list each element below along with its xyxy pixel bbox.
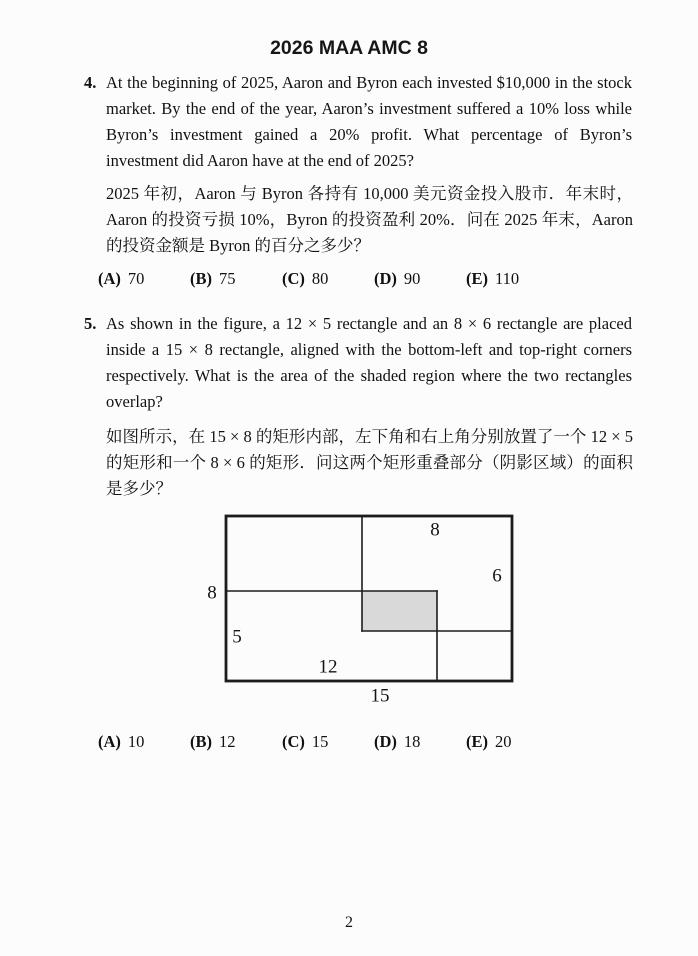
choice-e [466,730,512,754]
problem-4-text-english: At the beginning of 2025, Aaron and Byron each invested $10,000 in the stock market. By the end of the year, Aaron’s investment suffered a 10% loss while Byron’s investment gained a 20% profit. What percentage of Byron’s investment did Aaron have at the end of 2025? [106,73,632,170]
label-outer-width: 15 [370,685,390,707]
choice-label: (A) [98,269,121,288]
label-bottom-left-width: 12 [318,656,338,678]
problem-4-number: 4. [84,73,97,92]
label-top-right-height: 6 [492,565,502,587]
page-title: 2026 MAA AMC 8 [270,37,428,59]
choice-label: (D) [374,732,397,751]
choice-label: (B) [190,732,212,751]
choice-label: (A) [98,732,121,751]
problem-5-text-english: As shown in the figure, a 12 × 5 rectangle and an 8 × 6 rectangle are placed inside a 15 × 8 rectangle, aligned with the bottom-left and top-right corners respectively. What is the area of the shaded region where the two rectangles overlap? [106,314,632,411]
choice-d [374,267,466,291]
figure-rectangle-diagram [190,507,530,707]
page-number: 2 [345,914,353,931]
problem-5-text-chinese: 如图所示，在 15 × 8 的矩形内部，左下角和右上角分别放置了一个 12 × 5 的矩形和一个 8 × 6 的矩形．问这两个矩形重叠部分（阴影区域）的面积是多少？ [106,427,633,498]
choice-label: (C) [282,269,305,288]
choice-c [282,267,374,291]
choice-label: (C) [282,732,305,751]
choice-value: 12 [219,732,236,751]
choice-b [190,267,282,291]
choice-c [282,730,374,754]
choice-value: 15 [311,732,329,751]
problem-4-choices [98,267,638,291]
choice-value: 90 [403,269,421,288]
choice-value: 10 [127,732,145,751]
problem-5-number: 5. [84,314,97,333]
choice-label: (D) [374,269,397,288]
choice-value: 70 [127,269,145,288]
choice-e [466,267,519,291]
choice-label: (B) [190,269,212,288]
problem-5 [84,311,632,415]
figure-svg [190,507,530,707]
problem-4-text-chinese: 2025 年初，Aaron 与 Byron 各持有 10,000 美元资金投入股市．年末时，Aaron 的投资亏损 10%，Byron 的投资盈利 20%．问在 2025 年末，Aaron 的投资金额是 Byron 的百分之多少？ [106,184,633,255]
choice-d [374,730,466,754]
shaded-overlap-region [362,591,437,631]
choice-value: 110 [495,269,520,288]
label-bottom-left-height: 5 [232,626,242,648]
choice-a [98,730,190,754]
choice-value: 18 [403,732,421,751]
label-top-right-width: 8 [430,519,440,541]
choice-value: 75 [219,269,236,288]
choice-label: (E) [466,732,488,751]
choice-value: 80 [311,269,329,288]
choice-value: 20 [495,732,512,751]
problem-4 [84,70,632,174]
choice-b [190,730,282,754]
problem-5-choices [98,730,638,754]
label-outer-height: 8 [207,582,217,604]
choice-a [98,267,190,291]
choice-label: (E) [466,269,488,288]
